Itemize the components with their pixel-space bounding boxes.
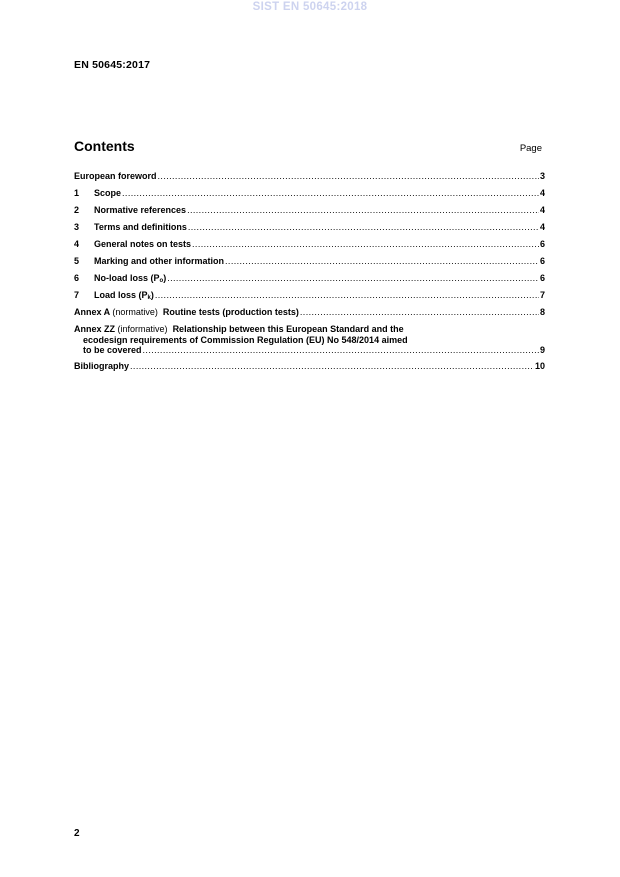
toc-page-number: 3 — [539, 171, 545, 181]
toc-page-number: 8 — [539, 307, 545, 317]
toc-leader-dots — [122, 188, 539, 199]
toc-number: 3 — [74, 222, 80, 232]
toc-leader-dots — [192, 239, 539, 250]
toc-title: Marking and other information — [94, 256, 225, 266]
watermark: SIST EN 50645:2018 — [252, 1, 368, 13]
toc-title: Bibliography — [74, 360, 130, 371]
toc-page-number: 10 — [534, 360, 545, 371]
toc-entry-general-notes[interactable] — [74, 239, 545, 256]
toc-entry-annex-a[interactable] — [74, 307, 545, 324]
document-id: EN 50645:2017 — [74, 59, 151, 71]
toc-entry-normative-references[interactable] — [74, 205, 545, 222]
toc-page-number: 4 — [539, 205, 545, 215]
toc-leader-dots — [188, 222, 539, 233]
toc-entry-scope[interactable] — [74, 188, 545, 205]
toc-number: 7 — [74, 290, 80, 300]
toc-leader-dots — [143, 345, 539, 356]
toc-entry-annex-zz[interactable] — [74, 324, 545, 356]
toc-number: 6 — [74, 273, 80, 283]
toc-entry-no-load-loss[interactable] — [74, 273, 545, 290]
toc-leader-dots — [130, 361, 534, 372]
toc-title: Terms and definitions — [94, 222, 187, 232]
toc-leader-dots — [167, 273, 539, 284]
toc-page-number: 6 — [539, 239, 545, 249]
toc-page-number: 9 — [539, 345, 545, 355]
toc-title: General notes on tests — [94, 239, 192, 249]
toc-leader-dots — [225, 256, 539, 267]
toc-number: 5 — [74, 256, 80, 266]
toc-entry-terms-definitions[interactable] — [74, 222, 545, 239]
toc-title: European foreword — [74, 171, 157, 181]
footer-page-number: 2 — [74, 828, 80, 839]
toc-page-number: 7 — [539, 290, 545, 300]
toc-title: Annex A (normative) Routine tests (production tests) — [74, 307, 299, 317]
toc-entry-bibliography[interactable] — [74, 361, 545, 378]
toc-number: 4 — [74, 239, 80, 249]
toc-leader-dots — [158, 171, 539, 182]
toc-page-number: 6 — [539, 256, 545, 266]
toc-title: Annex ZZ (informative) Relationship between this European Standard and the — [74, 324, 404, 334]
toc-number: 1 — [74, 188, 80, 198]
toc-leader-dots — [300, 307, 539, 318]
toc-title: Scope — [94, 188, 122, 198]
toc-title: Normative references — [94, 205, 187, 215]
toc-page-number: 4 — [539, 222, 545, 232]
toc-number: 2 — [74, 205, 80, 215]
toc-entry-european-foreword[interactable] — [74, 171, 545, 188]
table-of-contents — [74, 171, 545, 378]
toc-entry-load-loss[interactable] — [74, 290, 545, 307]
toc-leader-dots — [187, 205, 539, 216]
toc-title: No-load loss $(P_o)$ — [94, 273, 167, 284]
contents-heading: Contents — [74, 138, 135, 154]
toc-page-number: 4 — [539, 188, 545, 198]
toc-entry-marking[interactable] — [74, 256, 545, 273]
toc-title-lastline: to be covered ..... 9 — [74, 345, 545, 356]
subscript: k — [147, 295, 151, 301]
toc-title: Load loss $(P_k)$ — [94, 290, 154, 301]
toc-title-continuation: ecodesign requirements of Commission Regulation (EU) No 548/2014 aimed — [83, 334, 408, 345]
subscript: o — [159, 278, 164, 284]
toc-page-number: 6 — [539, 273, 545, 283]
page-column-label: Page — [519, 143, 542, 154]
toc-leader-dots — [155, 290, 539, 301]
